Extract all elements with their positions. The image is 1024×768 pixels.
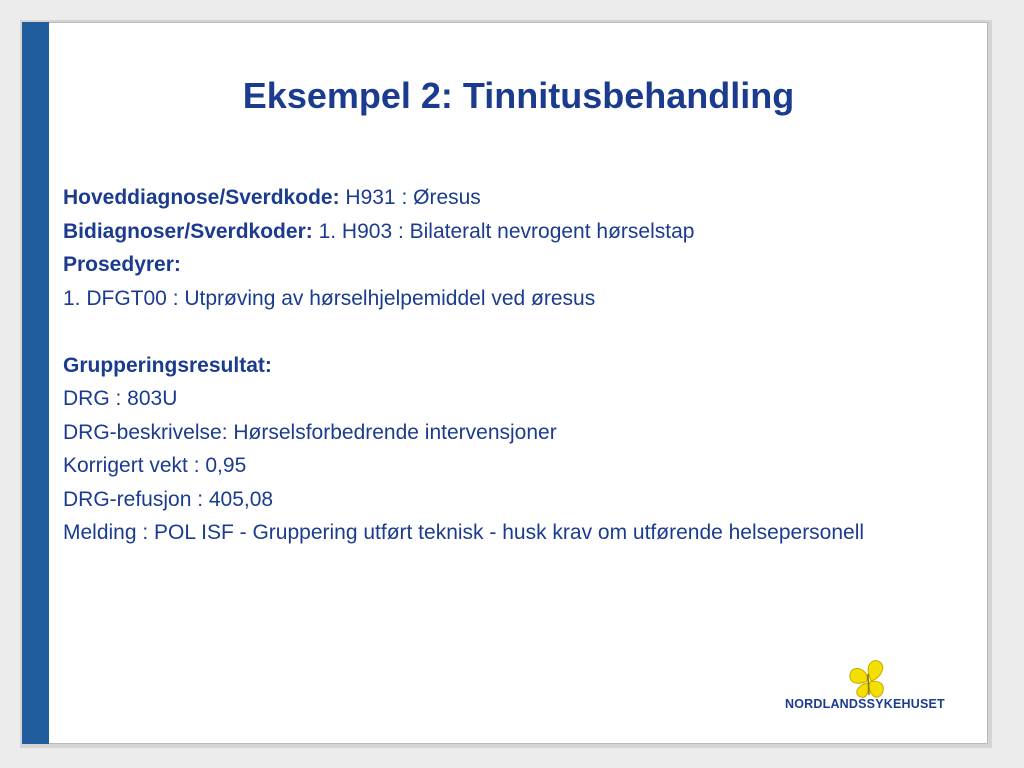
secondary-diagnoses-value: 1. H903 : Bilateralt nevrogent hørselstap: [312, 219, 695, 243]
slide-title: Eksempel 2: Tinnitusbehandling: [242, 75, 795, 116]
drg-refund-line: DRG-refusjon : 405,08: [63, 487, 274, 511]
spacer: [63, 315, 943, 349]
main-diagnosis-value: H931 : Øresus: [339, 186, 481, 209]
secondary-diagnoses-label: Bidiagnoser/Sverdkoder:: [63, 219, 313, 243]
secondary-diagnoses-line: [63, 215, 943, 249]
corrected-weight-line: Korrigert vekt : 0,95: [63, 454, 247, 477]
main-diagnosis-line: [63, 181, 943, 215]
drg-line: DRG : 803U: [63, 387, 178, 410]
message-line: Melding : POL ISF - Gruppering utført teknisk - husk krav om utførende helsepersonell: [63, 521, 865, 544]
slide-content: [63, 181, 943, 547]
logo-text: NORDLANDSSYKEHUSET: [785, 697, 945, 711]
procedure-item: 1. DFGT00 : Utprøving av hørselhjelpemiddel ved øresus: [63, 286, 596, 310]
drg-description-line: DRG-beskrivelse: Hørselsforbedrende intervensjoner: [63, 420, 557, 444]
procedures-label: Prosedyrer:: [63, 253, 181, 276]
slide-accent-bar: [22, 22, 49, 744]
grouping-label: Grupperingsresultat:: [63, 353, 272, 377]
main-diagnosis-label: Hoveddiagnose/Sverdkode:: [63, 186, 340, 209]
